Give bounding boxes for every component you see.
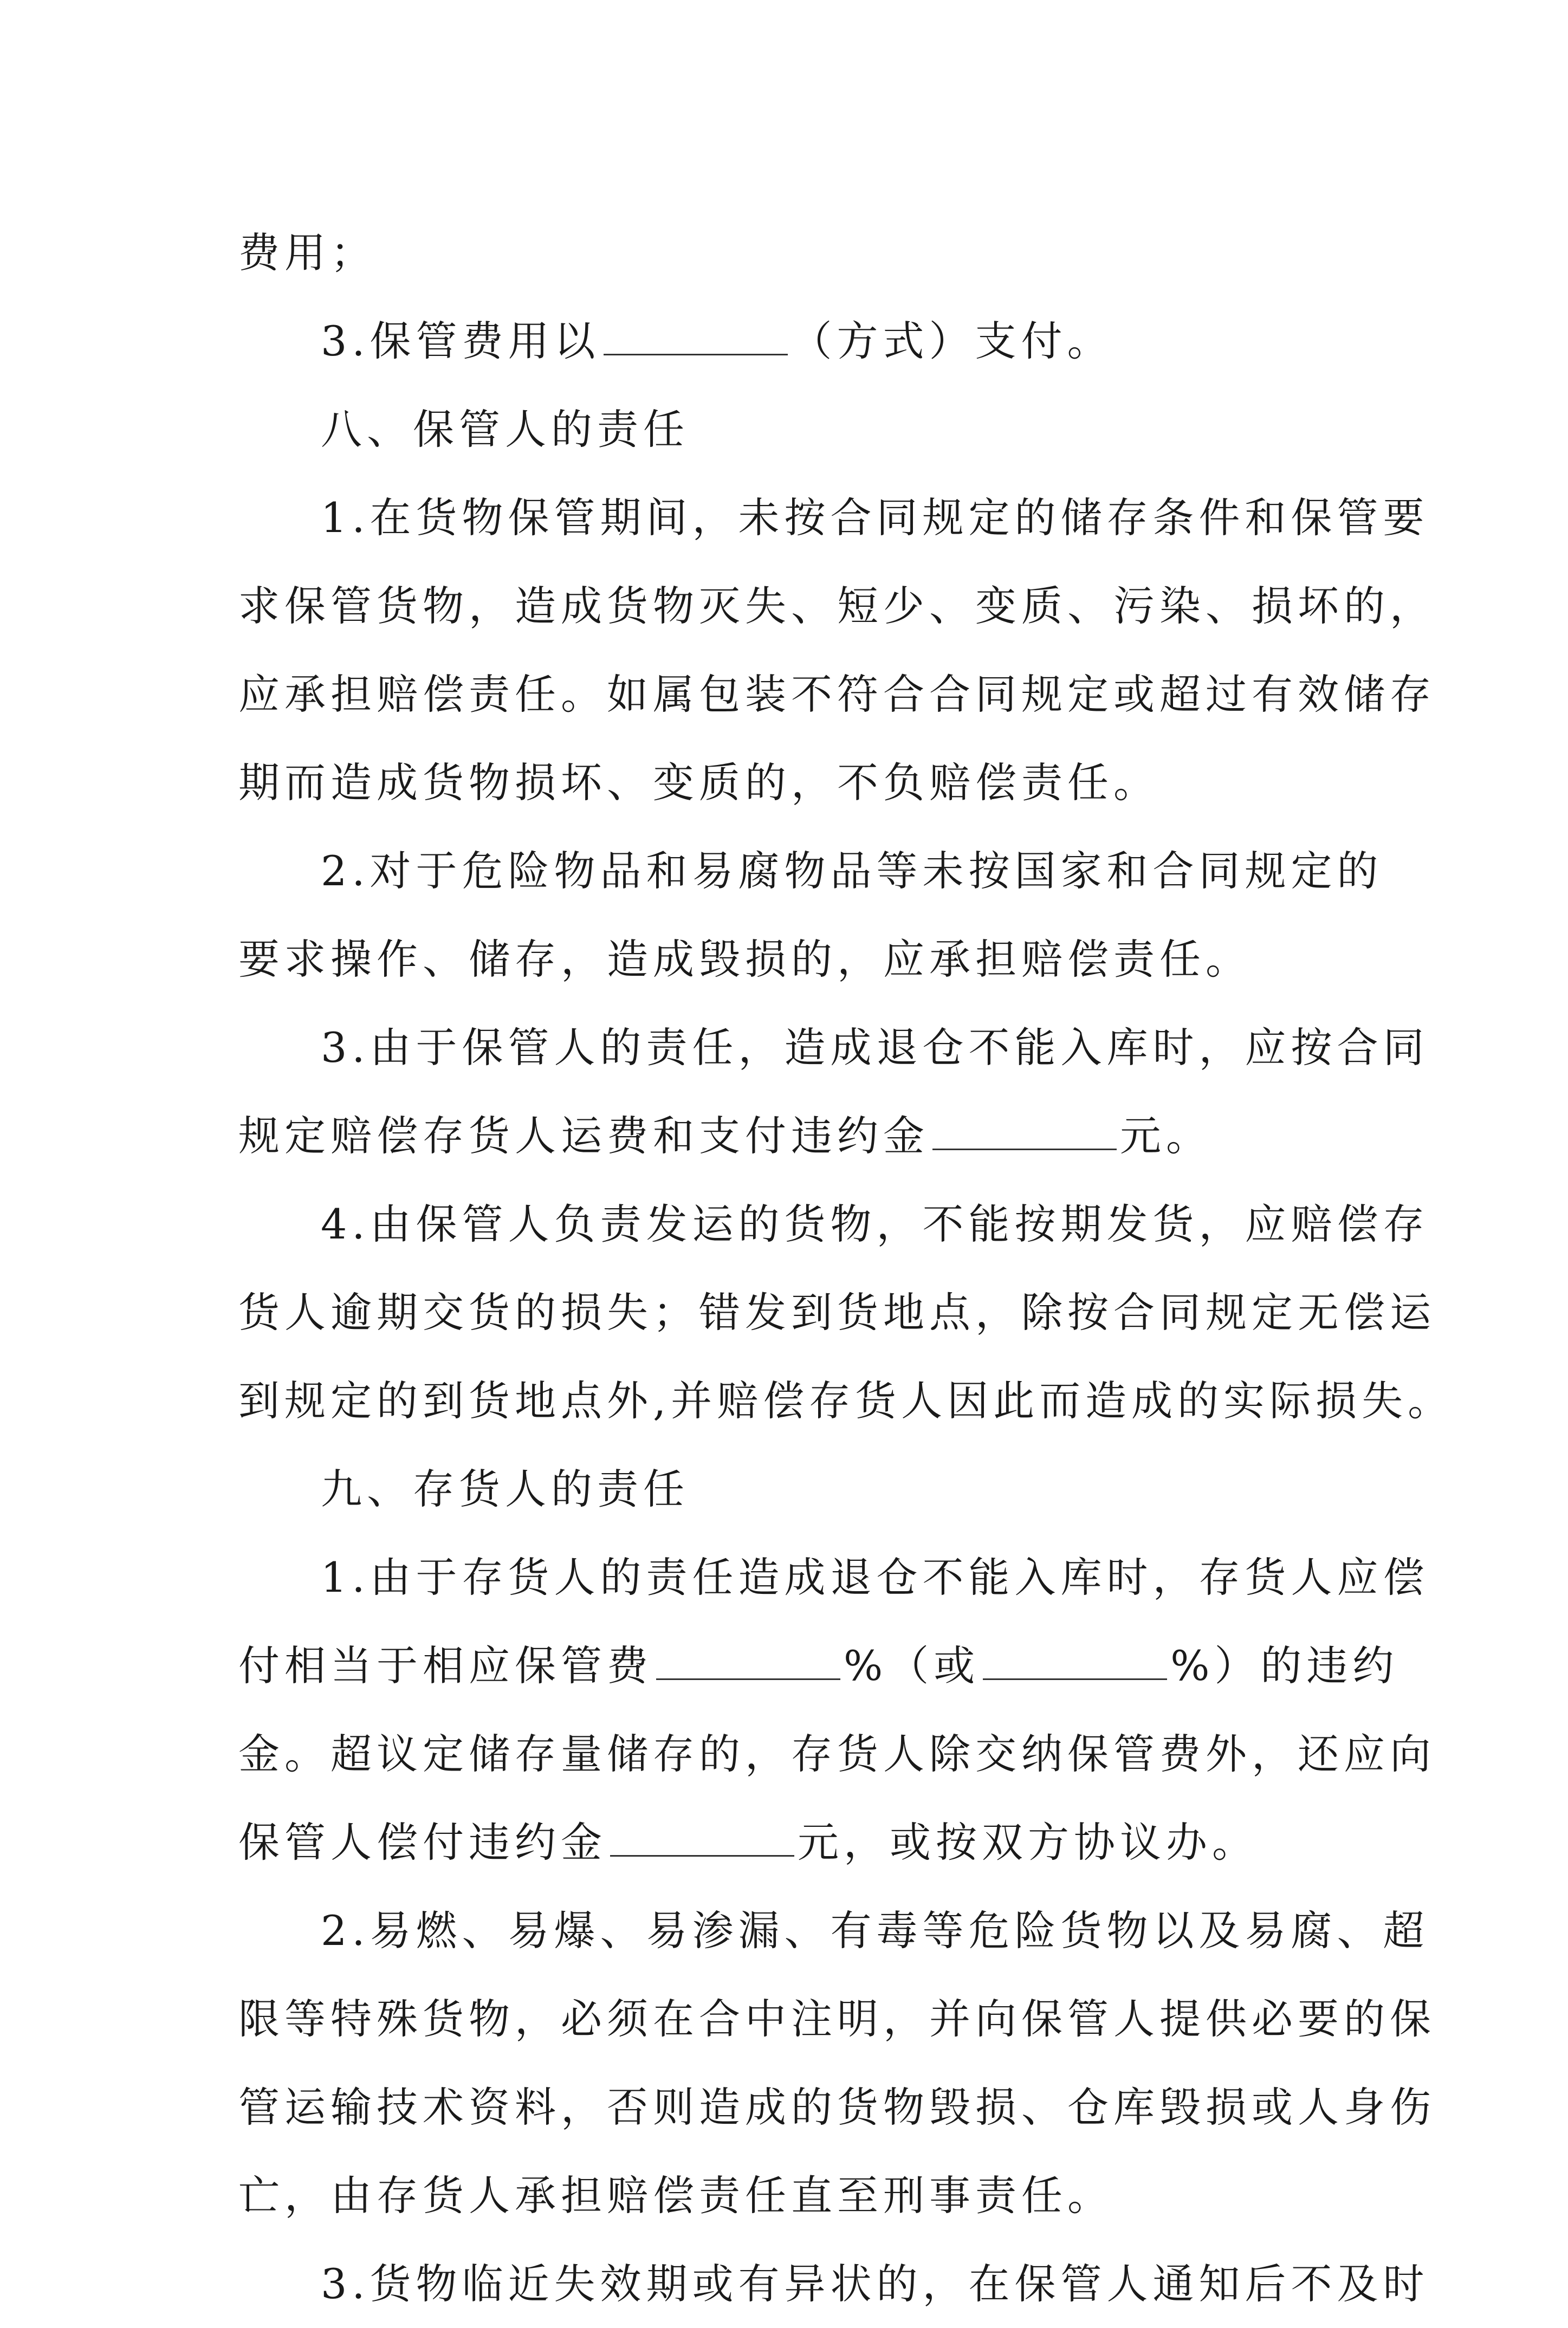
blank-field [983, 1639, 1167, 1680]
blank-field [604, 315, 788, 355]
line-text: 保管人偿付违约金 [238, 1818, 607, 1866]
line-text: 3.保管费用以 [321, 317, 600, 365]
text-line: 求保管货物，造成货物灭失、短少、变质、污染、损坏的， [238, 582, 1436, 630]
text-line: 期而造成货物损坏、变质的，不负赔偿责任。 [238, 758, 1159, 807]
line-text: 元，或按双方协议办。 [798, 1818, 1258, 1866]
text-line [238, 1622, 1399, 1710]
text-line: 1.由于存货人的责任造成退仓不能入库时，存货人应偿 [321, 1553, 1429, 1601]
text-line [238, 1092, 1344, 1180]
text-line: 1.在货物保管期间，未按合同规定的储存条件和保管要 [321, 494, 1429, 542]
text-line: 3.货物临近失效期或有异状的，在保管人通知后不及时 [321, 2260, 1429, 2308]
text-line [238, 1798, 1344, 1886]
blank-field [610, 1816, 794, 1857]
line-text: 规定赔偿存货人运费和支付违约金 [238, 1112, 929, 1160]
section-heading: 八、保管人的责任 [321, 405, 689, 453]
blank-field [932, 1110, 1117, 1150]
text-line: 应承担赔偿责任。如属包装不符合合同规定或超过有效储存 [238, 670, 1436, 718]
text-line: 金。超议定储存量储存的，存货人除交纳保管费外，还应向 [238, 1730, 1436, 1778]
text-line: 3.由于保管人的责任，造成退仓不能入库时，应按合同 [321, 1023, 1429, 1072]
text-line: 2.易燃、易爆、易渗漏、有毒等危险货物以及易腐、超 [321, 1907, 1429, 1955]
blank-field [656, 1639, 840, 1680]
text-line [238, 297, 1344, 385]
text-line: 2.对于危险物品和易腐物品等未按国家和合同规定的 [321, 847, 1383, 895]
text-line: 亡，由存货人承担赔偿责任直至刑事责任。 [238, 2171, 1113, 2220]
document-page [238, 209, 1454, 2328]
text-line: 要求操作、储存，造成毁损的，应承担赔偿责任。 [238, 935, 1252, 983]
text-line: 限等特殊货物，必须在合中注明，并向保管人提供必要的保 [238, 1995, 1436, 2043]
text-line: 管运输技术资料，否则造成的货物毁损、仓库毁损或人身伤 [238, 2083, 1436, 2131]
text-line: 到规定的到货地点外,并赔偿存货人因此而造成的实际损失。 [238, 1377, 1454, 1425]
text-line: 费用； [238, 229, 377, 277]
line-text: %（或 [844, 1642, 980, 1690]
line-text: 元。 [1120, 1112, 1212, 1160]
line-text: %）的违约 [1170, 1642, 1399, 1690]
text-line: 4.由保管人负责发运的货物，不能按期发货，应赔偿存 [321, 1200, 1429, 1248]
line-text: 付相当于相应保管费 [238, 1642, 653, 1690]
line-text: （方式）支付。 [791, 317, 1113, 365]
text-line: 货人逾期交货的损失；错发到货地点，除按合同规定无偿运 [238, 1288, 1436, 1337]
section-heading: 九、存货人的责任 [321, 1465, 689, 1513]
